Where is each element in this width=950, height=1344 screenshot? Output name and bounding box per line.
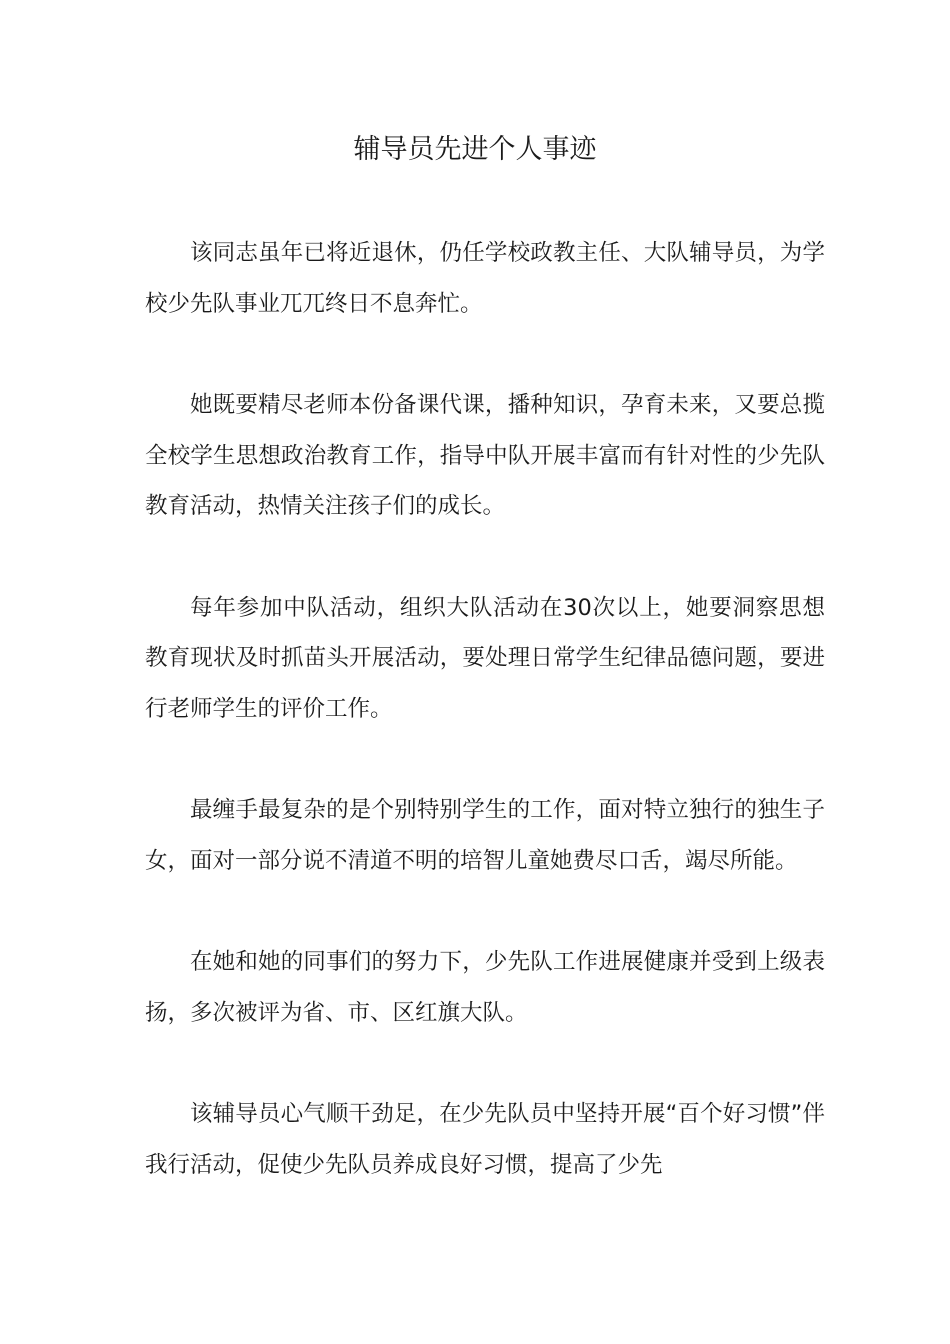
paragraph-2: 她既要精尽老师本份备课代课，播种知识，孕育未来，又要总揽全校学生思想政治教育工作，指导中队开展丰富而有针对性的少先队教育活动，热情关注孩子们的成长。 — [145, 392, 825, 519]
paragraph-3: 每年参加中队活动，组织大队活动在30次以上，她要洞察思想教育现状及时抓苗头开展活动，要处理日常学生纪律品德问题，要进行老师学生的评价工作。 — [145, 594, 825, 722]
paragraph-1: 该同志虽年已将近退休，仍任学校政教主任、大队辅导员，为学校少先队事业兀兀终日不息奔忙。 — [145, 240, 825, 317]
document-title: 辅导员先进个人事迹 — [353, 134, 597, 165]
paragraph-5: 在她和她的同事们的努力下，少先队工作进展健康并受到上级表扬，多次被评为省、市、区红旗大队。 — [145, 949, 825, 1026]
paragraph-6: 该辅导员心气顺干劲足，在少先队员中坚持开展“百个好习惯”伴我行活动，促使少先队员养成良好习惯，提高了少先 — [145, 1101, 825, 1178]
paragraph-4: 最缠手最复杂的是个别特别学生的工作，面对特立独行的独生子女，面对一部分说不清道不明的培智儿童她费尽口舌，竭尽所能。 — [145, 797, 825, 874]
document-body — [145, 228, 825, 1241]
